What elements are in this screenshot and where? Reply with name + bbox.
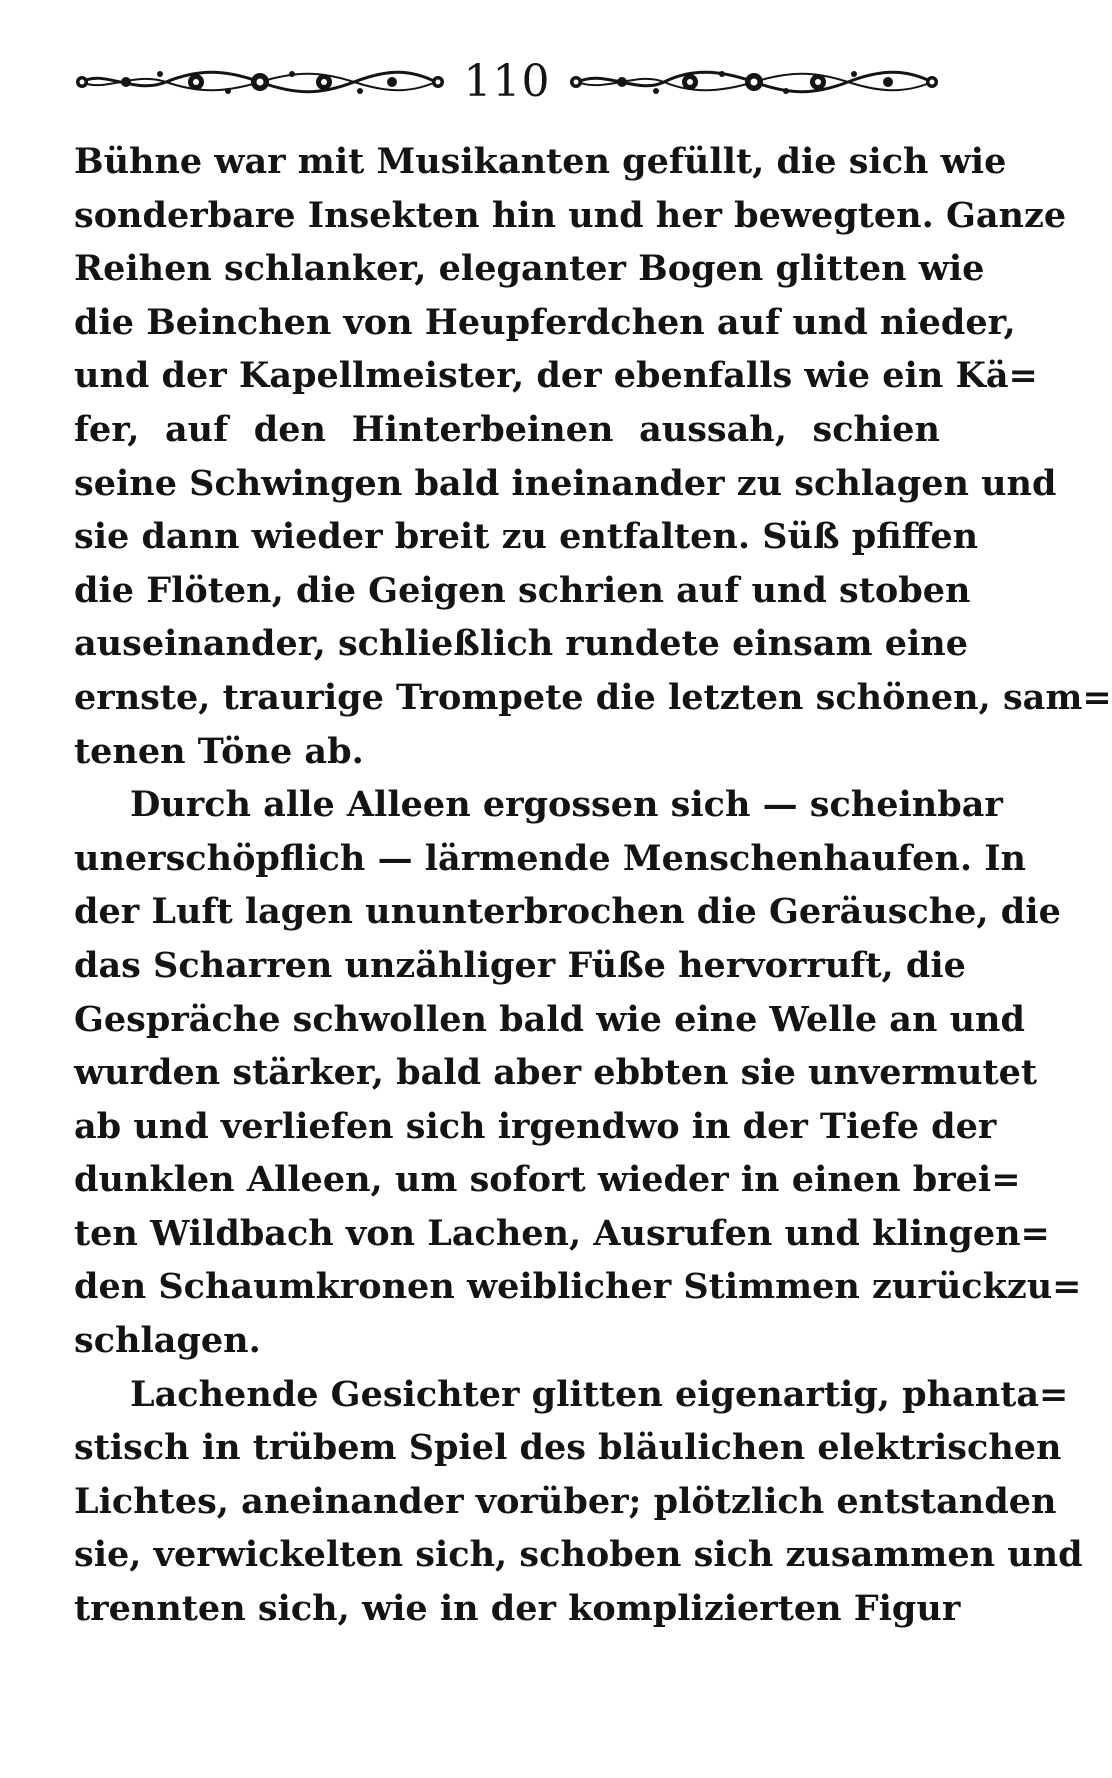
page-number: 110	[463, 56, 551, 107]
text-line: fer, auf den Hinterbeinen aussah, schien	[74, 408, 940, 450]
text-line: den Schaumkronen weiblicher Stimmen zurückzu=	[74, 1266, 1082, 1308]
text-line: das Scharren unzähliger Füße hervorruft, die	[74, 944, 966, 986]
text-line: der Luft lagen ununterbrochen die Geräusche, die	[74, 891, 1061, 933]
text-line: auseinander, schließlich rundete einsam eine	[74, 623, 969, 665]
text-line: schlagen.	[74, 1320, 261, 1362]
paragraph-2	[74, 778, 1082, 1368]
text-line: sonderbare Insekten hin und her bewegten. Ganze	[74, 194, 1067, 236]
text-line: sie dann wieder breit zu entfalten. Süß pfiffen	[74, 516, 979, 558]
text-line: Durch alle Alleen ergossen sich — scheinbar	[130, 784, 1003, 826]
text-line: sie, verwickelten sich, schoben sich zusammen und	[74, 1534, 1083, 1576]
text-line: die Beinchen von Heupferdchen auf und nieder,	[74, 301, 1016, 343]
left-ornament-icon	[74, 65, 446, 99]
text-line: Lachende Gesichter glitten eigenartig, phanta=	[130, 1373, 1069, 1415]
paragraph-3	[74, 1368, 1083, 1636]
text-line: Lichtes, aneinander vorüber; plötzlich entstanden	[74, 1480, 1057, 1522]
text-line: Gespräche schwollen bald wie eine Welle an und	[74, 998, 1025, 1040]
text-line: ab und verliefen sich irgendwo in der Tiefe der	[74, 1105, 997, 1147]
text-line: stisch in trübem Spiel des bläulichen elektrischen	[74, 1427, 1062, 1469]
page-header	[74, 52, 940, 112]
paragraph-1	[74, 135, 1112, 778]
text-line: dunklen Alleen, um sofort wieder in einen brei=	[74, 1159, 1021, 1201]
right-ornament-icon	[568, 65, 940, 99]
text-line: seine Schwingen bald ineinander zu schlagen und	[74, 462, 1057, 504]
text-line: Reihen schlanker, eleganter Bogen glitten wie	[74, 248, 985, 290]
text-line: ten Wildbach von Lachen, Ausrufen und klingen=	[74, 1212, 1050, 1254]
text-line: unerschöpflich — lärmende Menschenhaufen. In	[74, 837, 1027, 879]
body-text	[74, 135, 1112, 1636]
text-line: tenen Töne ab.	[74, 730, 364, 772]
text-line: ernste, traurige Trompete die letzten schönen, sam=	[74, 676, 1112, 718]
text-line: wurden stärker, bald aber ebbten sie unvermutet	[74, 1052, 1038, 1094]
text-line: die Flöten, die Geigen schrien auf und stoben	[74, 569, 971, 611]
text-line: trennten sich, wie in der komplizierten Figur	[74, 1588, 961, 1630]
text-line: Bühne war mit Musikanten gefüllt, die sich wie	[74, 141, 1007, 182]
text-line: und der Kapellmeister, der ebenfalls wie ein Kä=	[74, 355, 1038, 397]
